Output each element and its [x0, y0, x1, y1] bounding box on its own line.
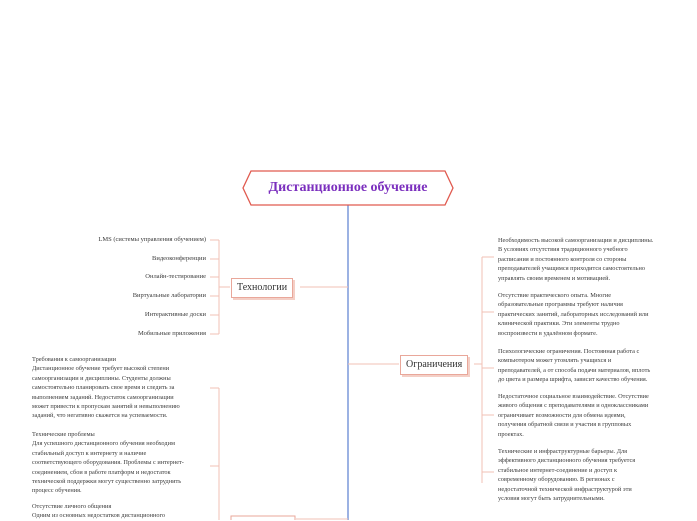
topic-limitations[interactable]: Ограничения	[400, 355, 468, 375]
tech-item-video[interactable]: Видеоконференции	[152, 255, 206, 262]
problems-topic-shape[interactable]	[231, 516, 295, 520]
tech-item-lms[interactable]: LMS (системы управления обучением)	[98, 236, 206, 243]
problem-self-organization[interactable]: Требования к самоорганизации Дистанционное обучение требует высокой степени самоорганизации и дисциплины. Студенты должны самостоятельно планировать свое время и следить за выполнением заданий. Недостаток самоорганизации может привести к пропускам занятий и невыполнению заданий, что негативно скажется на успеваемости.	[32, 356, 180, 420]
tech-item-labs[interactable]: Виртуальные лаборатории	[132, 292, 206, 299]
tech-item-boards[interactable]: Интерактивные доски	[144, 311, 206, 318]
topic-technologies[interactable]: Технологии	[231, 278, 293, 298]
limitation-psychological[interactable]: Психологические ограничения. Постоянная работа с компьютером может утомлять учащихся и преподавателей, а от способа подачи материалов, вплоть до цвета и размера шрифта, зависит качество обучения.	[498, 348, 651, 384]
tech-item-testing[interactable]: Онлайн-тестирование	[145, 273, 206, 280]
limitation-self-organization[interactable]: Необходимость высокой самоорганизации и дисциплины. В условиях отсутствия традиционного учебного расписания и постоянного контроля со стороны преподавателей учащимся приходится самостоятельно управлять своим временем и мотивацией.	[498, 237, 654, 282]
limitation-technical-barriers[interactable]: Технические и инфраструктурные барьеры. Для эффективного дистанционного обучения требуется стабильное интернет-соединение и доступ к современному оборудованию. В регионах с недостаточной технической инфраструктурой эти условия могут быть затруднительными.	[498, 448, 636, 503]
limitation-social-interaction[interactable]: Недостаточное социальное взаимодействие. Отсутствие живого общения с преподавателями и одноклассниками ограничивает возможности для обмена идеями, получения обратной связи и участия в групповых проектах.	[498, 393, 649, 438]
problem-no-personal-contact[interactable]: Отсутствие личного общения Одним из основных недостатков дистанционного	[32, 503, 166, 520]
limitation-practical-experience[interactable]: Отсутствие практического опыта. Многие образовательные программы требуют наличия практических занятий, лабораторных исследований или клинической практики. Эти элементы трудно воспроизвести в удалённом формате.	[498, 292, 649, 337]
problem-technical[interactable]: Технические проблемы Для успешного дистанционного обучения необходим стабильный доступ к интернету и наличие соответствующего оборудования. Проблемы с интернет- соединением, сбои в работе платформ и недостаток технической поддержки могут существенно затруднить процесс обучения.	[32, 431, 184, 495]
tech-item-mobile[interactable]: Мобильные приложения	[138, 330, 206, 337]
central-topic-title[interactable]: Дистанционное обучение	[268, 180, 428, 195]
